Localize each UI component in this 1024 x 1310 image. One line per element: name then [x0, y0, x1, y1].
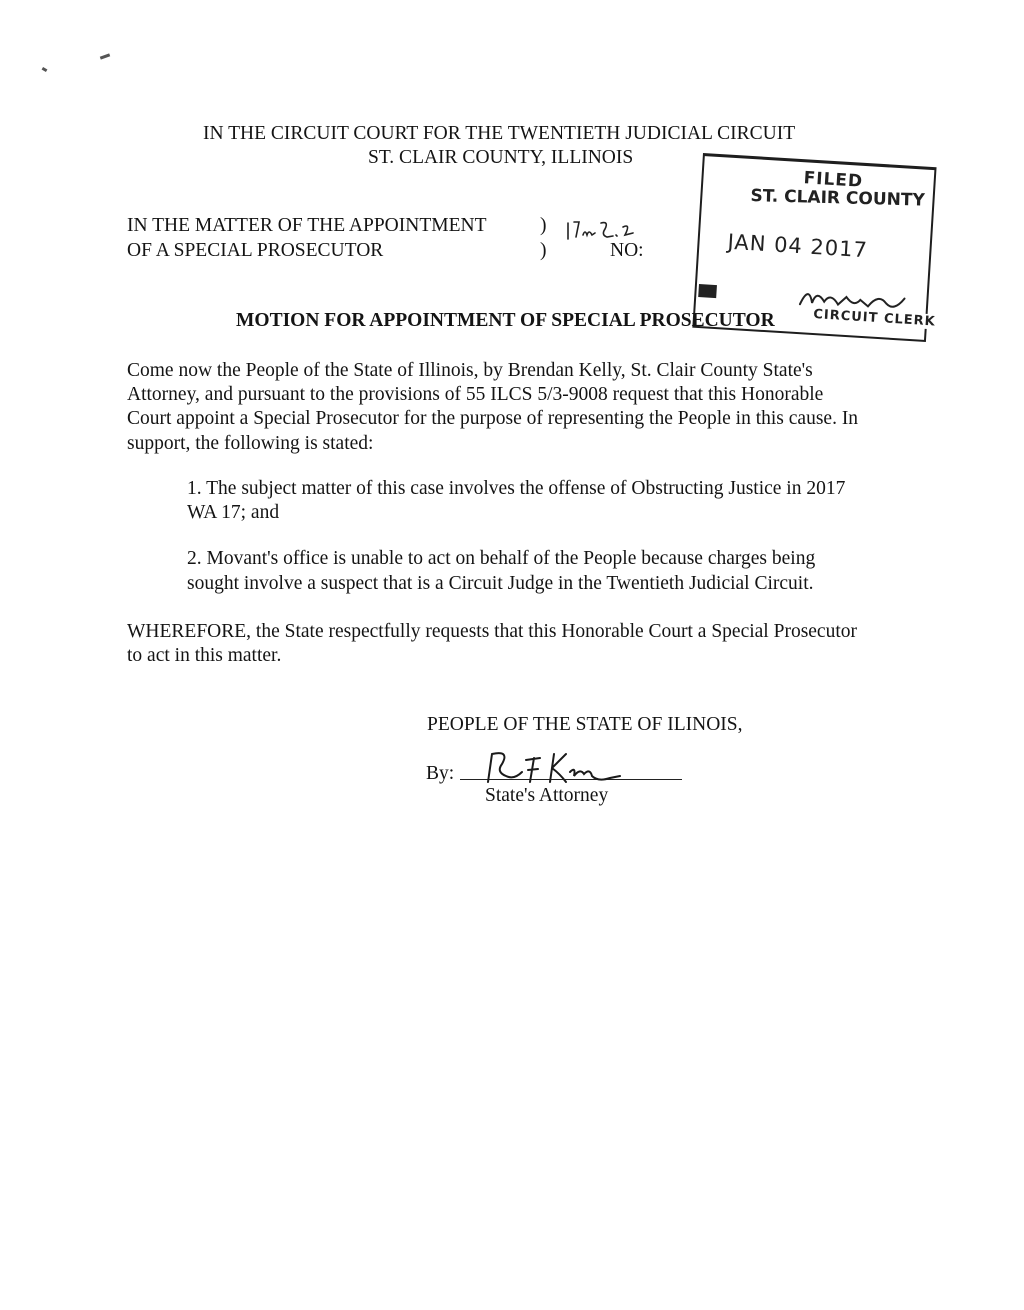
- handwritten-case-number: [565, 213, 650, 248]
- county-title: ST. CLAIR COUNTY, ILLINOIS: [368, 147, 634, 168]
- intro-line: Come now the People of the State of Illinois, by Brendan Kelly, St. Clair County State's: [127, 360, 813, 381]
- people-label: PEOPLE OF THE STATE OF ILINOIS,: [427, 714, 743, 735]
- caption-matter-line1: IN THE MATTER OF THE APPOINTMENT: [127, 215, 487, 236]
- stamp-county-text: ST. CLAIR COUNTY: [750, 186, 926, 211]
- by-label: By:: [426, 763, 455, 784]
- wherefore-line: to act in this matter.: [127, 645, 282, 666]
- state-attorney-title: State's Attorney: [485, 785, 609, 806]
- scan-speck: [42, 67, 48, 72]
- stamp-clerk-text: CIRCUIT CLERK: [812, 307, 937, 330]
- item-1-line1: 1. The subject matter of this case involves the offense of Obstructing Justice in 2017: [187, 478, 846, 499]
- intro-line: support, the following is stated:: [127, 433, 374, 454]
- wherefore-line: WHEREFORE, the State respectfully requests that this Honorable Court a Special Prosecutor: [127, 621, 858, 642]
- caption-paren: ): [540, 240, 547, 261]
- court-title: IN THE CIRCUIT COURT FOR THE TWENTIETH JUDICIAL CIRCUIT: [203, 123, 796, 144]
- case-number-label: NO:: [610, 240, 644, 261]
- intro-line: Court appoint a Special Prosecutor for the purpose of representing the People in this cause. In: [127, 408, 859, 429]
- item-2-line1: 2. Movant's office is unable to act on behalf of the People because charges being: [187, 548, 816, 569]
- item-1-line2: WA 17; and: [187, 502, 280, 523]
- item-2-line2: sought involve a suspect that is a Circuit Judge in the Twentieth Judicial Circuit.: [187, 573, 814, 594]
- stamp-date: JAN 04 2017: [726, 229, 869, 263]
- motion-title: MOTION FOR APPOINTMENT OF SPECIAL PROSECUTOR: [236, 310, 775, 331]
- stamp-number: 38: [700, 284, 715, 298]
- intro-line: Attorney, and pursuant to the provisions of 55 ILCS 5/3-9008 request that this Honorable: [127, 384, 824, 405]
- caption-matter-line2: OF A SPECIAL PROSECUTOR: [127, 240, 384, 261]
- scan-speck: [100, 53, 110, 59]
- stamp-filed-text: FILED: [803, 168, 864, 192]
- caption-paren: ): [540, 215, 547, 236]
